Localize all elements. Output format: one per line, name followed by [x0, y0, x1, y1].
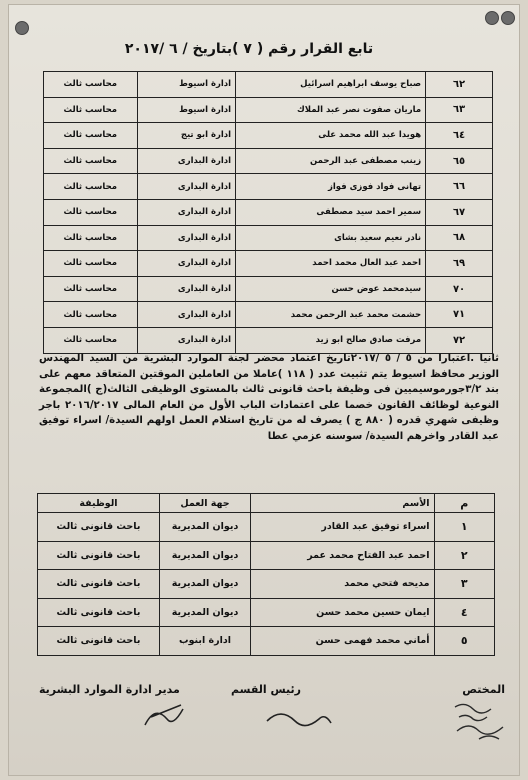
cell-dept: ادارة البدارى — [137, 276, 236, 302]
document-page — [8, 4, 520, 776]
signature-director-label: مدير ادارة الموارد البشرية — [39, 683, 180, 696]
table-row — [44, 276, 493, 302]
cell-name: نادر نعيم سعيد بشاى — [236, 225, 426, 251]
cell-name: تهانى فواد فوزى فواز — [236, 174, 426, 200]
cell-dept: ادارة البدارى — [137, 302, 236, 328]
cell-num: ٧٠ — [426, 276, 493, 302]
cell-job: محاسب ثالث — [44, 97, 138, 123]
cell-job: محاسب ثالث — [44, 225, 138, 251]
punch-hole — [485, 11, 499, 25]
cell-work: ديوان المديرية — [159, 598, 250, 627]
cell-name: سيدمحمد عوض حسن — [236, 276, 426, 302]
table-row — [44, 251, 493, 277]
cell-dept: ادارة البدارى — [137, 225, 236, 251]
cell-dept: ادارة ابو تيج — [137, 123, 236, 149]
cell-num: ٦٣ — [426, 97, 493, 123]
cell-dept: ادارة البدارى — [137, 251, 236, 277]
cell-job: محاسب ثالث — [44, 251, 138, 277]
cell-name: ايمان حسين محمد حسن — [251, 598, 434, 627]
table-row — [44, 327, 493, 353]
cell-dept: ادارة البدارى — [137, 148, 236, 174]
cell-name: زينب مصطفى عبد الرحمن — [236, 148, 426, 174]
table-row — [44, 302, 493, 328]
document-title: تابع القرار رقم ( ٧ )بتاريخ / ٦ /٢٠١٧ — [124, 41, 374, 57]
cell-num: ٦٥ — [426, 148, 493, 174]
cell-name: صباح يوسف ابراهيم اسرائيل — [236, 72, 426, 98]
cell-dept: ادارة البدارى — [137, 199, 236, 225]
table-row — [44, 199, 493, 225]
signature-head-label: رئيس القسم — [231, 683, 301, 696]
table-row — [38, 598, 495, 627]
table-row — [38, 627, 495, 656]
cell-dept: ادارة البدارى — [137, 174, 236, 200]
cell-name: احمد عبد الفتاح محمد عمر — [251, 541, 434, 570]
handwritten-signature — [449, 695, 515, 745]
cell-num: ٦٧ — [426, 199, 493, 225]
header-name: الأسم — [251, 494, 434, 513]
cell-num: ٧١ — [426, 302, 493, 328]
cell-job: محاسب ثالث — [44, 123, 138, 149]
cell-name: احمد عبد العال محمد احمد — [236, 251, 426, 277]
cell-dept: ادارة البدارى — [137, 327, 236, 353]
cell-job: محاسب ثالث — [44, 199, 138, 225]
cell-job: محاسب ثالث — [44, 148, 138, 174]
cell-num: ٦٢ — [426, 72, 493, 98]
header-job: الوظيفة — [38, 494, 160, 513]
cell-work: ديوان المديرية — [159, 513, 250, 542]
cell-work: ادارة ابنوب — [159, 627, 250, 656]
cell-name: اسراء توفيق عبد القادر — [251, 513, 434, 542]
table-row — [44, 72, 493, 98]
table-row — [44, 174, 493, 200]
cell-num: ٣ — [434, 570, 494, 599]
cell-job: باحث قانونى ثالث — [38, 598, 160, 627]
cell-work: ديوان المديرية — [159, 570, 250, 599]
cell-num: ٢ — [434, 541, 494, 570]
table-row — [44, 148, 493, 174]
cell-dept: ادارة اسيوط — [137, 72, 236, 98]
table-row — [38, 570, 495, 599]
cell-job: باحث قانونى ثالث — [38, 570, 160, 599]
cell-job: محاسب ثالث — [44, 327, 138, 353]
table-row — [38, 541, 495, 570]
cell-num: ١ — [434, 513, 494, 542]
cell-num: ٥ — [434, 627, 494, 656]
handwritten-signature — [259, 705, 339, 735]
cell-job: باحث قانونى ثالث — [38, 627, 160, 656]
table-row — [44, 123, 493, 149]
table-row — [44, 97, 493, 123]
cell-name: مرفت صادق صالح ابو زيد — [236, 327, 426, 353]
cell-job: باحث قانونى ثالث — [38, 541, 160, 570]
cell-job: محاسب ثالث — [44, 276, 138, 302]
handwritten-signature — [139, 695, 199, 735]
punch-hole — [501, 11, 515, 25]
cell-name: حشمت محمد عبد الرحمن محمد — [236, 302, 426, 328]
cell-num: ٦٤ — [426, 123, 493, 149]
accountants-table — [43, 71, 493, 354]
cell-name: ماريان صفوت نصر عبد الملاك — [236, 97, 426, 123]
punch-hole — [15, 21, 29, 35]
decision-paragraph: ثانيا .اعتبارا من ٥ / ٥ /٢٠١٧تاريخ اعتماد محضر لجنة الموارد البشرية من السيد المهندس الوزير محافظ اسيوط يتم تثبيت عدد ( ١١٨ )عاملا من العاملين الموقتين المتعاقد معهم على بند ٣/٢جورموسيميين فى وظيفة باحث قانونى ثالث بالمستوى الوظيفى الثالث(ج )المجموعة النوعية لوظائف القانون خصما على اعتمادات الباب الأول من العام المالى ٢٠١٦/٢٠١٧ باجر وظيفى شهري قدره ( ٨٨٠ ج ) يصرف له من تاريخ استلام العمل اولهم السيدة/ اسراء توفيق عبد القادر واخرهم السيدة/ سوسنه عزمي عطا — [39, 353, 500, 442]
cell-name: مديحه فتحي محمد — [251, 570, 434, 599]
cell-name: أماني محمد فهمى حسن — [251, 627, 434, 656]
header-num: م — [434, 494, 494, 513]
cell-num: ٦٦ — [426, 174, 493, 200]
cell-num: ٧٢ — [426, 327, 493, 353]
cell-job: باحث قانونى ثالث — [38, 513, 160, 542]
cell-dept: ادارة اسيوط — [137, 97, 236, 123]
table-row — [38, 513, 495, 542]
cell-work: ديوان المديرية — [159, 541, 250, 570]
cell-num: ٦٩ — [426, 251, 493, 277]
header-work: جهة العمل — [159, 494, 250, 513]
lawyers-table — [37, 493, 495, 656]
cell-job: محاسب ثالث — [44, 174, 138, 200]
table-row — [44, 225, 493, 251]
cell-job: محاسب ثالث — [44, 72, 138, 98]
cell-name: سمير احمد سيد مصطفى — [236, 199, 426, 225]
signature-specialist-label: المختص — [462, 683, 505, 696]
cell-num: ٦٨ — [426, 225, 493, 251]
cell-job: محاسب ثالث — [44, 302, 138, 328]
cell-num: ٤ — [434, 598, 494, 627]
cell-name: هويدا عبد الله محمد على — [236, 123, 426, 149]
